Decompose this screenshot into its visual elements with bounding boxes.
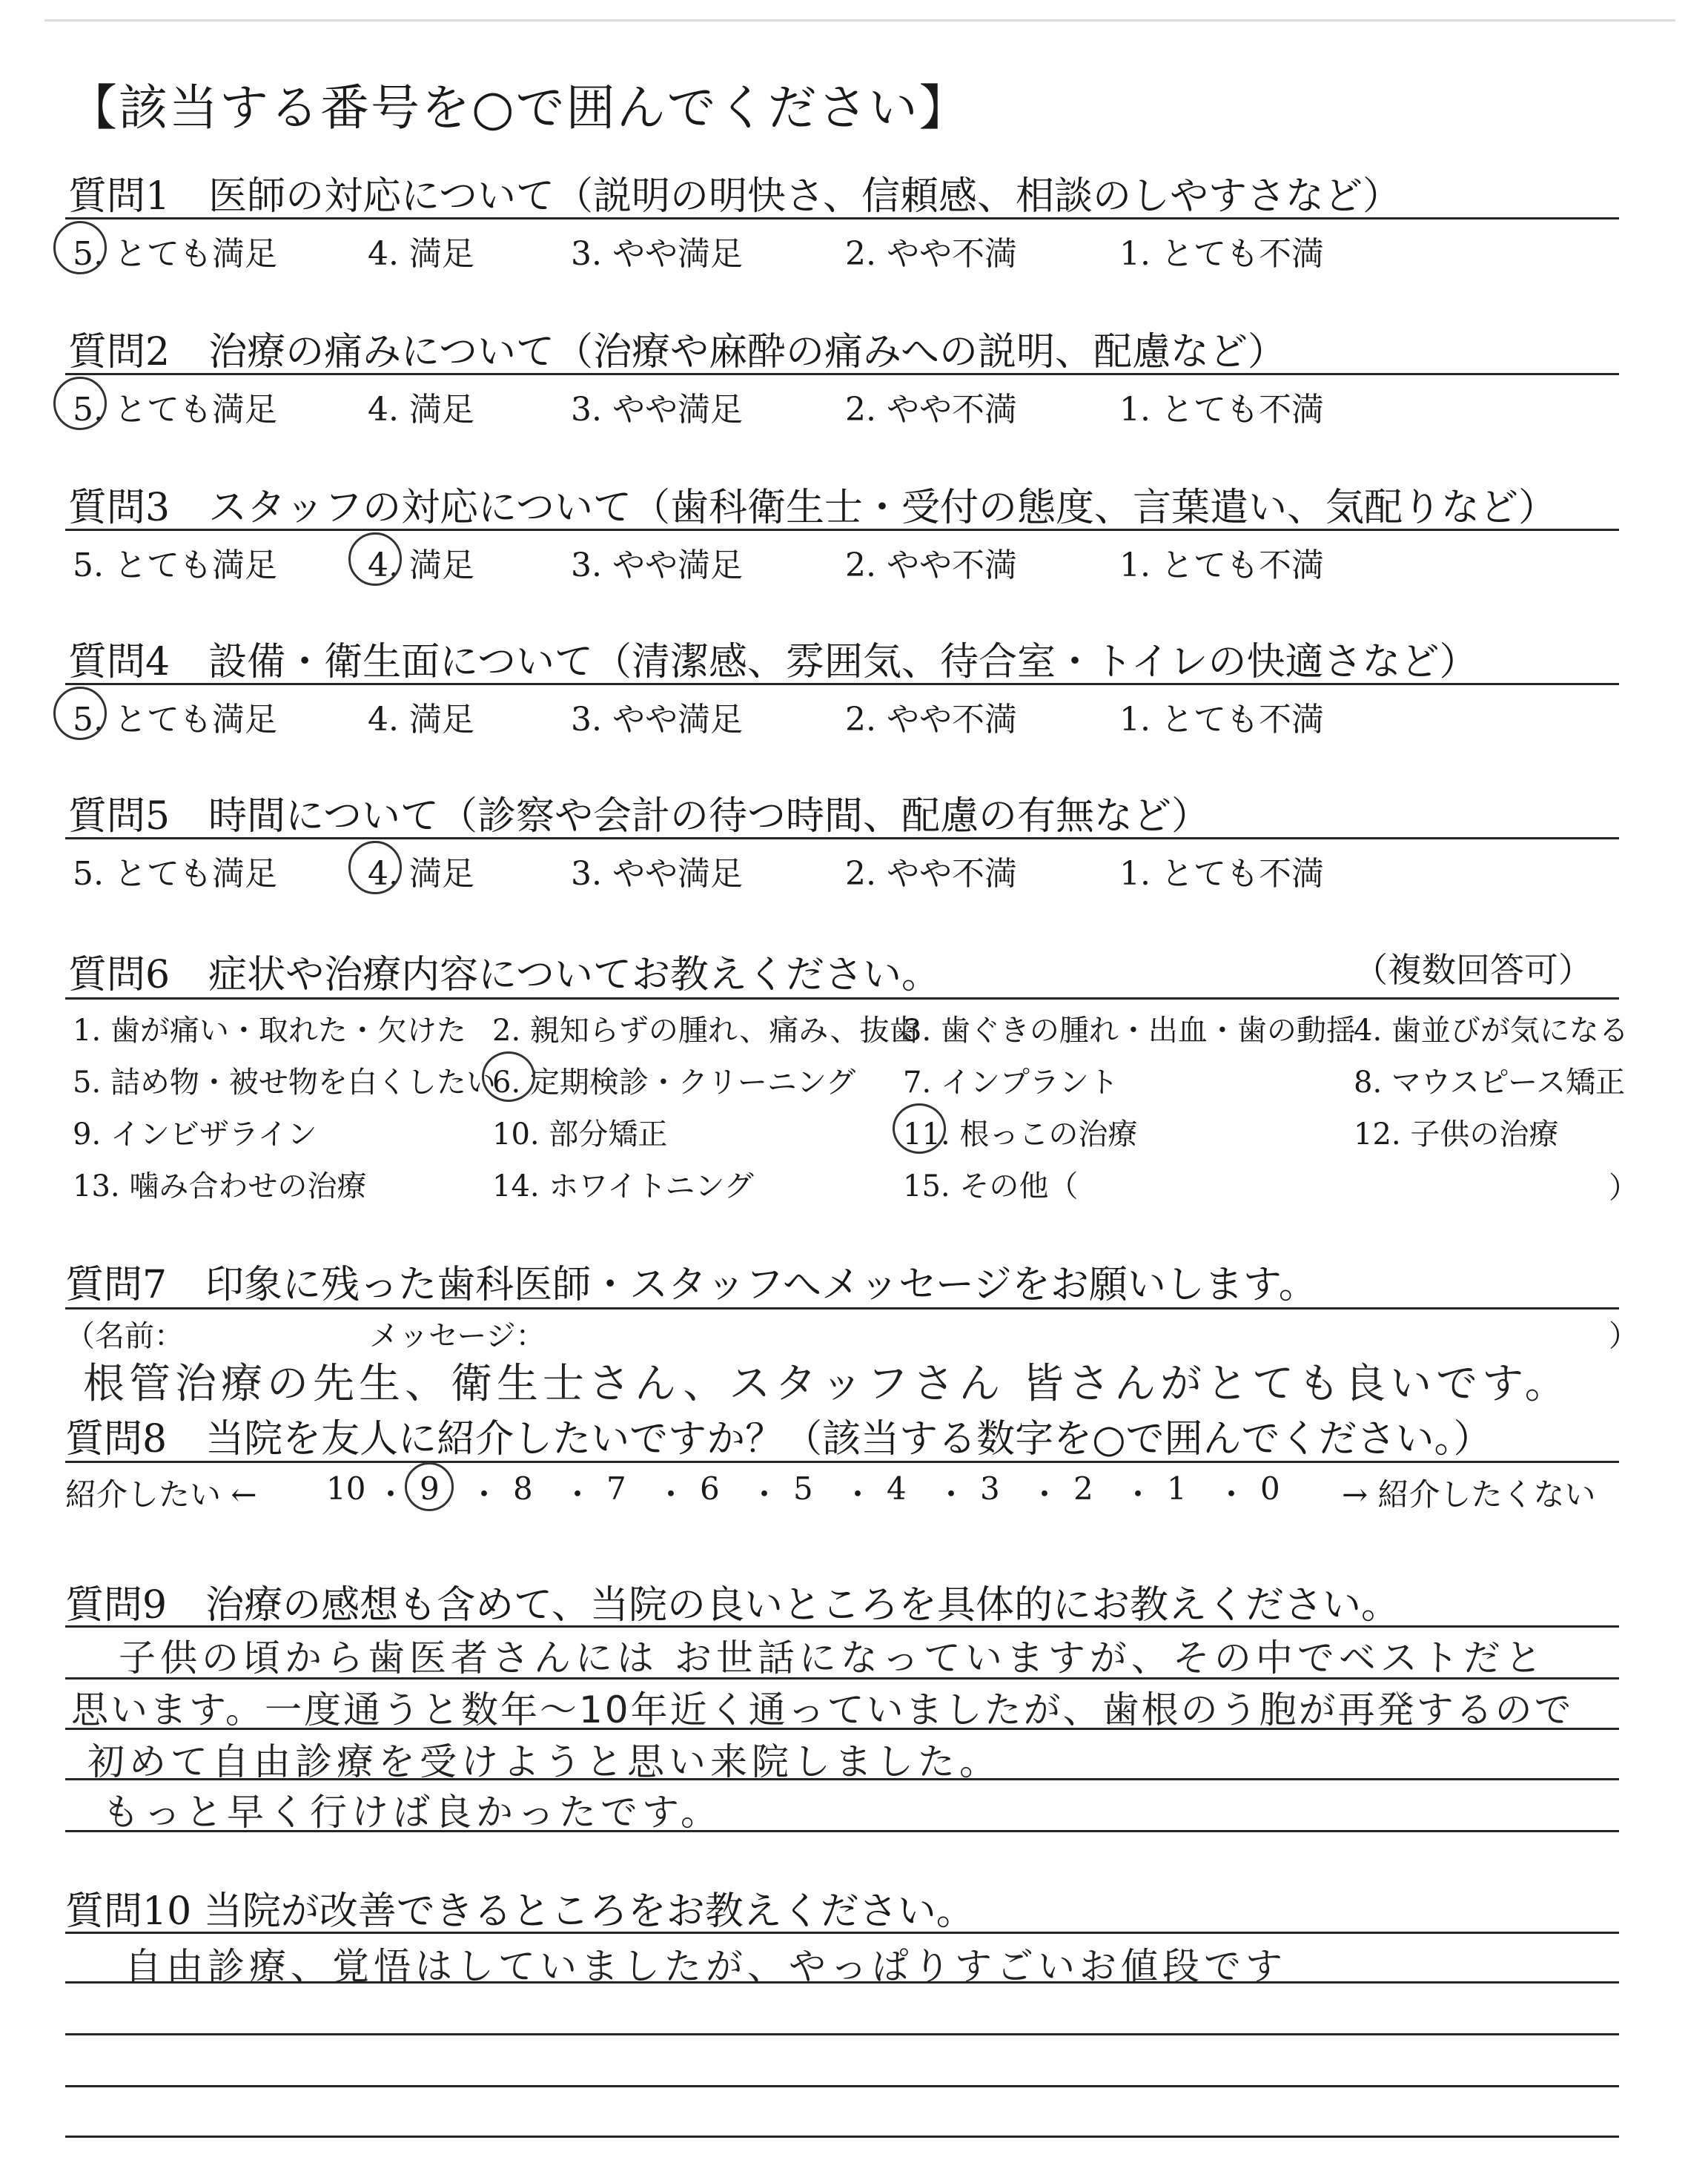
q8-scale-value[interactable]: 7 xyxy=(606,1470,626,1507)
page-title: 【該当する番号を○で囲んでください】 xyxy=(68,79,970,136)
q6-header: 質問6 症状や治療内容についてお教えください。 xyxy=(68,953,941,997)
q6-option[interactable]: 11. 根っこの治療 xyxy=(903,1117,1138,1152)
q5-rule xyxy=(65,837,1619,839)
q8-scale-value[interactable]: 6 xyxy=(700,1470,720,1507)
q8-scale-value[interactable]: 2 xyxy=(1073,1470,1093,1507)
q8-scale-value[interactable]: 8 xyxy=(513,1470,533,1507)
q4-rule xyxy=(65,683,1619,685)
q2-option[interactable]: 4. 満足 xyxy=(368,391,474,429)
q3-option[interactable]: 4. 満足 xyxy=(368,546,474,584)
selection-circle xyxy=(405,1462,454,1511)
q5-option[interactable]: 4. 満足 xyxy=(368,855,474,893)
q1-option[interactable]: 5. とても満足 xyxy=(73,235,277,273)
q2-option[interactable]: 5. とても満足 xyxy=(73,391,277,429)
q8-scale-value[interactable]: 5 xyxy=(793,1470,813,1507)
q9-answer-line[interactable]: もっと早く行けば良かったです。 xyxy=(102,1791,722,1834)
q10-answer[interactable]: 自由診療、覚悟はしていましたが、やっぱりすごいお値段です xyxy=(125,1945,1287,1988)
q8-scale-value[interactable]: 0 xyxy=(1260,1470,1280,1507)
q6-option[interactable]: 7. インプラント xyxy=(903,1066,1119,1100)
q8-scale-value[interactable]: 1 xyxy=(1167,1470,1187,1507)
q5-option[interactable]: 1. とても不満 xyxy=(1119,855,1324,893)
q4-header: 質問4 設備・衛生面について（清潔感、雰囲気、待合室・トイレの快適さなど） xyxy=(68,640,1478,684)
q6-option[interactable]: 4. 歯並びが気になる xyxy=(1354,1014,1629,1048)
q7-rule xyxy=(65,1307,1619,1309)
q1-rule xyxy=(65,217,1619,219)
q9-answer-line[interactable]: 子供の頃から歯医者さんには お世話になっていますが、その中でベストだと xyxy=(119,1636,1546,1680)
selection-circle xyxy=(893,1103,946,1154)
selection-circle xyxy=(482,1051,535,1102)
q1-option[interactable]: 2. やや不満 xyxy=(845,235,1017,273)
q9-answer-line[interactable]: 思います。一度通うと数年～10年近く通っていましたが、歯根のう胞が再発するので xyxy=(71,1688,1574,1731)
q10-rule-2 xyxy=(65,2033,1619,2035)
q6-rule xyxy=(65,997,1619,1000)
scale-separator-dot: ・ xyxy=(842,1476,874,1513)
selection-circle xyxy=(53,687,107,740)
q6-option[interactable]: 5. 詰め物・被せ物を白くしたい xyxy=(73,1066,496,1100)
scale-separator-dot: ・ xyxy=(562,1476,594,1513)
q4-option[interactable]: 3. やや満足 xyxy=(571,701,743,739)
scale-separator-dot: ・ xyxy=(469,1476,500,1513)
q8-header: 質問8 当院を友人に紹介したいですか？（該当する数字を○で囲んでください。） xyxy=(65,1417,1492,1462)
q7-header: 質問7 印象に残った歯科医師・スタッフへメッセージをお願いします。 xyxy=(65,1263,1317,1307)
q7-name-label: （名前： xyxy=(65,1319,184,1353)
q9-answer-line[interactable]: 初めて自由診療を受けようと思い来院しました。 xyxy=(87,1740,1001,1783)
q4-option[interactable]: 4. 満足 xyxy=(368,701,474,739)
q6-option[interactable]: 14. ホワイトニング xyxy=(492,1169,754,1203)
q3-option[interactable]: 5. とても満足 xyxy=(73,546,277,584)
q6-option[interactable]: 8. マウスピース矯正 xyxy=(1354,1066,1626,1100)
q6-option[interactable]: 9. インビザライン xyxy=(73,1117,317,1152)
q8-scale-value[interactable]: 9 xyxy=(420,1470,440,1507)
q6-option[interactable]: 10. 部分矯正 xyxy=(492,1117,668,1152)
q8-scale-value[interactable]: 4 xyxy=(887,1470,907,1507)
q6-option[interactable]: 2. 親知らずの腫れ、痛み、抜歯 xyxy=(492,1014,919,1048)
scale-separator-dot: ・ xyxy=(749,1476,781,1513)
q1-option[interactable]: 4. 満足 xyxy=(368,235,474,273)
q1-option[interactable]: 1. とても不満 xyxy=(1119,235,1324,273)
q10-rule-4 xyxy=(65,2136,1619,2138)
q6-other-close: ） xyxy=(1609,1171,1638,1205)
q5-option[interactable]: 5. とても満足 xyxy=(73,855,277,893)
q2-option[interactable]: 2. やや不満 xyxy=(845,391,1017,429)
q2-rule xyxy=(65,373,1619,375)
scale-separator-dot: ・ xyxy=(936,1476,967,1513)
selection-circle xyxy=(348,532,402,586)
q2-option[interactable]: 1. とても不満 xyxy=(1119,391,1324,429)
q3-rule xyxy=(65,529,1619,531)
q2-header: 質問2 治療の痛みについて（治療や麻酔の痛みへの説明、配慮など） xyxy=(68,330,1287,374)
scale-separator-dot: ・ xyxy=(1216,1476,1248,1513)
q6-option[interactable]: 3. 歯ぐきの腫れ・出血・歯の動揺 xyxy=(903,1014,1356,1048)
selection-circle xyxy=(53,221,107,274)
q9-rule-0 xyxy=(65,1625,1619,1628)
top-divider xyxy=(44,19,1675,22)
q7-message-label: メッセージ： xyxy=(369,1319,546,1353)
q3-option[interactable]: 1. とても不満 xyxy=(1119,546,1324,584)
q9-header: 質問9 治療の感想も含めて、当院の良いところを具体的にお教えください。 xyxy=(65,1583,1400,1628)
q1-option[interactable]: 3. やや満足 xyxy=(571,235,743,273)
q8-scale-value[interactable]: 3 xyxy=(980,1470,1000,1507)
selection-circle xyxy=(53,377,107,430)
q3-header: 質問3 スタッフの対応について（歯科衛生士・受付の態度、言葉遣い、気配りなど） xyxy=(68,486,1558,530)
q4-option[interactable]: 1. とても不満 xyxy=(1119,701,1324,739)
q6-note: （複数回答可） xyxy=(1354,950,1592,990)
q5-option[interactable]: 3. やや満足 xyxy=(571,855,743,893)
q6-option[interactable]: 6. 定期検診・クリーニング xyxy=(492,1066,856,1100)
q8-right-label: → 紹介したくない xyxy=(1342,1476,1596,1513)
q6-option[interactable]: 15. その他（ xyxy=(903,1169,1079,1203)
q7-answer[interactable]: 根管治療の先生、衛生士さん、スタッフさん 皆さんがとても良いです。 xyxy=(83,1360,1571,1408)
q8-rule xyxy=(65,1461,1619,1463)
scale-separator-dot: ・ xyxy=(1122,1476,1154,1513)
q7-close: ） xyxy=(1609,1319,1638,1353)
q5-option[interactable]: 2. やや不満 xyxy=(845,855,1017,893)
q8-scale-value[interactable]: 10 xyxy=(326,1470,366,1507)
q10-rule-3 xyxy=(65,2085,1619,2087)
q4-option[interactable]: 2. やや不満 xyxy=(845,701,1017,739)
q6-option[interactable]: 13. 噛み合わせの治療 xyxy=(73,1169,367,1203)
scale-separator-dot: ・ xyxy=(375,1476,407,1513)
scale-separator-dot: ・ xyxy=(655,1476,687,1513)
q2-option[interactable]: 3. やや満足 xyxy=(571,391,743,429)
selection-circle xyxy=(348,841,402,894)
q6-option[interactable]: 1. 歯が痛い・取れた・欠けた xyxy=(73,1014,466,1048)
q1-header: 質問1 医師の対応について（説明の明快さ、信頼感、相談のしやすさなど） xyxy=(68,174,1401,219)
q8-left-label: 紹介したい ← xyxy=(65,1476,257,1513)
scale-separator-dot: ・ xyxy=(1029,1476,1061,1513)
q4-option[interactable]: 5. とても満足 xyxy=(73,701,277,739)
q10-header: 質問10 当院が改善できるところをお教えください。 xyxy=(65,1889,975,1934)
q6-option[interactable]: 12. 子供の治療 xyxy=(1354,1117,1559,1152)
q3-option[interactable]: 2. やや不満 xyxy=(845,546,1017,584)
q3-option[interactable]: 3. やや満足 xyxy=(571,546,743,584)
q10-rule-0 xyxy=(65,1932,1619,1934)
q5-header: 質問5 時間について（診察や会計の待つ時間、配慮の有無など） xyxy=(68,794,1211,839)
